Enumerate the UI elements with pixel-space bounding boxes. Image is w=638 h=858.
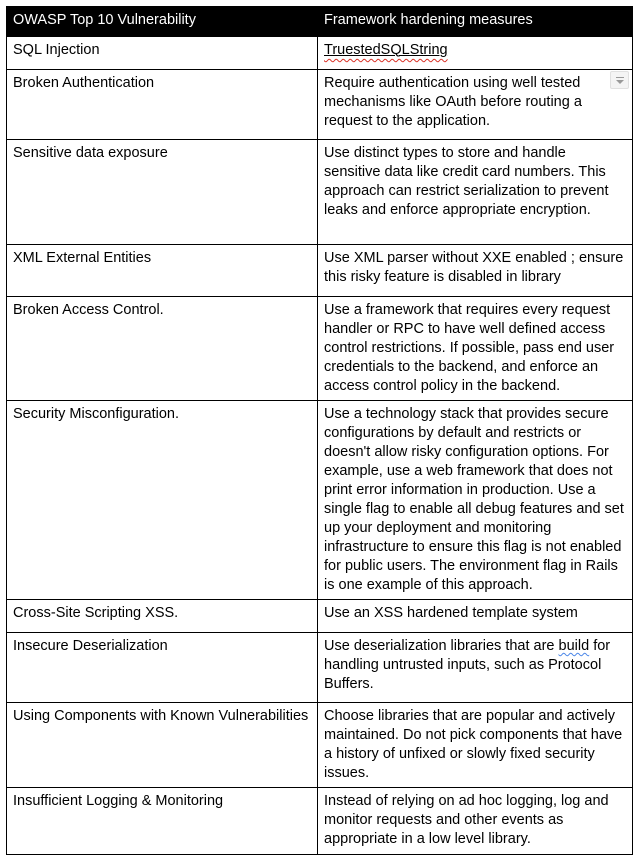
measure-text-segment: for handling untrusted inputs, such as Protocol Buffers. xyxy=(324,638,611,692)
table-row xyxy=(7,703,633,788)
measure-text-segment: Use distinct types to store and handle sensitive data like credit card numbers. This approach can restrict serialization to prevent leaks and enforce appropriate encryption. xyxy=(324,145,609,218)
vulnerability-text: Cross-Site Scripting XSS. xyxy=(13,605,179,621)
vulnerability-cell[interactable] xyxy=(7,37,318,70)
measure-cell[interactable] xyxy=(318,600,633,633)
table-row xyxy=(7,633,633,703)
measure-text-segment xyxy=(559,638,590,654)
measure-text-segment: Use XML parser without XXE enabled ; ensure this risky feature is disabled in library xyxy=(324,250,624,285)
measure-text-segment: Use an XSS hardened template system xyxy=(324,605,578,621)
spellcheck-red-text: TruestedSQLString xyxy=(324,42,448,58)
collapsed-dropdown-icon[interactable] xyxy=(610,71,629,89)
table-row xyxy=(7,297,633,401)
marker-triangle-glyph xyxy=(616,80,624,84)
vulnerability-cell[interactable] xyxy=(7,788,318,855)
vulnerability-text: XML External Entities xyxy=(13,250,152,266)
vulnerability-text: Broken Authentication xyxy=(13,75,155,91)
measure-text-segment: Choose libraries that are popular and actively maintained. Do not pick components that have a history of unfixed or slowly fixed security issues. xyxy=(324,708,623,781)
header-cell-measures[interactable]: Framework hardening measures xyxy=(318,7,633,37)
measure-text-segment: Require authentication using well tested mechanisms like OAuth before routing a request to the application. xyxy=(324,75,582,129)
table-row xyxy=(7,70,633,140)
vulnerability-cell[interactable] xyxy=(7,401,318,600)
vulnerability-cell[interactable] xyxy=(7,70,318,140)
header-cell-vulnerability[interactable]: OWASP Top 10 Vulnerability xyxy=(7,7,318,37)
measure-cell[interactable] xyxy=(318,401,633,600)
table-row xyxy=(7,788,633,855)
header-row xyxy=(7,7,633,37)
table-body xyxy=(7,37,633,855)
vulnerability-cell[interactable] xyxy=(7,703,318,788)
vulnerability-cell[interactable] xyxy=(7,140,318,245)
measure-cell[interactable] xyxy=(318,297,633,401)
measure-text-segment: Use a technology stack that provides secure configurations by default and restricts or doesn't allow risky configuration options. For example, use a web framework that does not print error information in production. Use a single flag to enable all debug features and set up your deployment and monitoring infrastructure to ensure this flag is not enabled for public users. The environment flag in Rails is one example of this approach. xyxy=(324,406,624,593)
table-row xyxy=(7,37,633,70)
vulnerability-cell[interactable] xyxy=(7,633,318,703)
vulnerability-cell[interactable] xyxy=(7,297,318,401)
table-row xyxy=(7,245,633,297)
measure-cell[interactable] xyxy=(318,633,633,703)
vulnerability-text: Security Misconfiguration. xyxy=(13,406,180,422)
spellcheck-blue-text: build xyxy=(558,638,590,654)
table-row xyxy=(7,600,633,633)
measure-text-segment xyxy=(324,42,448,58)
vulnerability-text: Insufficient Logging & Monitoring xyxy=(13,793,224,809)
table-row xyxy=(7,401,633,600)
table-row xyxy=(7,140,633,245)
measure-text-segment: Instead of relying on ad hoc logging, log and monitor requests and other events as appropriate in a low level library. xyxy=(324,793,609,847)
owasp-vulnerability-table xyxy=(6,6,633,855)
measure-text-segment: Use a framework that requires every request handler or RPC to have well defined access control restrictions. If possible, pass end user credentials to the backend, and enforce an access control policy in the backend. xyxy=(324,302,615,394)
table-header xyxy=(7,7,633,37)
vulnerability-text: Insecure Deserialization xyxy=(13,638,168,654)
measure-text-segment: Use deserialization libraries that are xyxy=(324,638,559,654)
vulnerability-text: SQL Injection xyxy=(13,42,100,58)
measure-cell[interactable] xyxy=(318,140,633,245)
vulnerability-cell[interactable] xyxy=(7,245,318,297)
measure-cell[interactable] xyxy=(318,703,633,788)
vulnerability-text: Using Components with Known Vulnerabilities xyxy=(13,708,309,724)
vulnerability-text: Broken Access Control. xyxy=(13,302,164,318)
vulnerability-text: Sensitive data exposure xyxy=(13,145,168,161)
measure-cell[interactable] xyxy=(318,37,633,70)
vulnerability-cell[interactable] xyxy=(7,600,318,633)
measure-cell[interactable] xyxy=(318,788,633,855)
measure-cell[interactable] xyxy=(318,70,633,140)
measure-cell[interactable] xyxy=(318,245,633,297)
